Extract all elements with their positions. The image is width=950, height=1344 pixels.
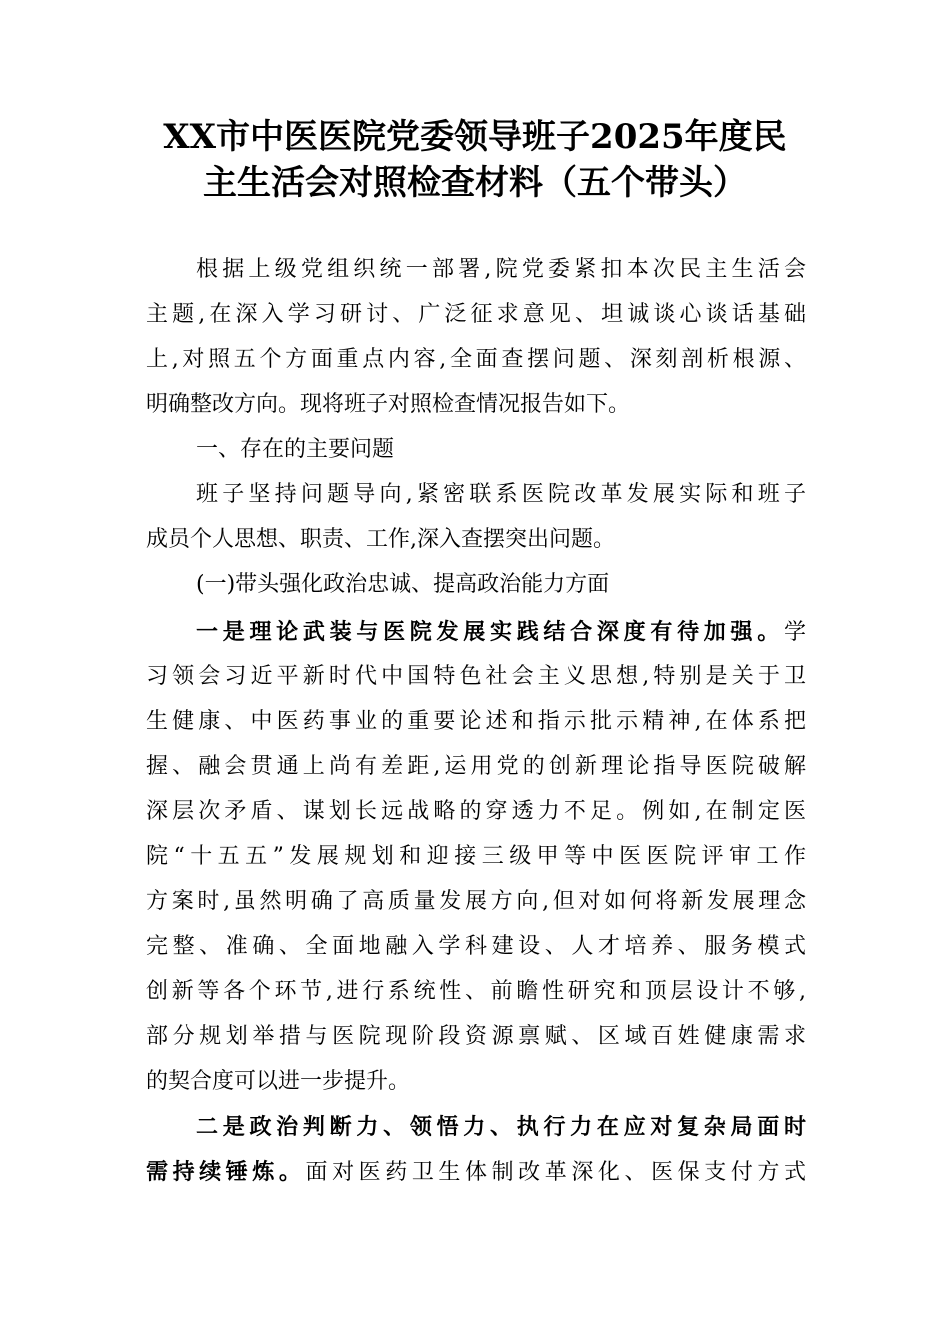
paragraph-line: 创新等各个环节,进行系统性、前瞻性研究和顶层设计不够,: [146, 979, 806, 1004]
point-1-lead-rest: 学: [783, 620, 806, 645]
section-heading: 一、存在的主要问题: [196, 437, 395, 462]
intro-line: 主题,在深入学习研讨、广泛征求意见、坦诚谈心谈话基础: [146, 302, 806, 327]
intro-line: 明确整改方向。现将班子对照检查情况报告如下。: [146, 392, 631, 417]
point-2-lead-rest: 面对医药卫生体制改革深化、医保支付方式: [305, 1160, 806, 1185]
paragraph-line: 握、融会贯通上尚有差距,运用党的创新理论指导医院破解: [146, 754, 806, 779]
point-2-first-line: 二是政治判断力、领悟力、执行力在应对复杂局面时: [196, 1114, 806, 1140]
intro-line: 上,对照五个方面重点内容,全面查摆问题、深刻剖析根源、: [146, 347, 806, 372]
point-2-lead: 需持续锤炼。: [146, 1159, 306, 1185]
paragraph-line: 完整、准确、全面地融入学科建设、人才培养、服务模式: [146, 934, 806, 959]
paragraph-line: 部分规划举措与医院现阶段资源禀赋、区域百姓健康需求: [146, 1024, 806, 1049]
subsection-heading: (一)带头强化政治忠诚、提高政治能力方面: [196, 572, 610, 597]
paragraph-line: 的契合度可以进一步提升。: [146, 1069, 411, 1094]
point-2-second-line: [146, 1156, 806, 1189]
point-1-lead: 一是理论武装与医院发展实践结合深度有待加强。: [196, 619, 784, 645]
document-title-line-2: 主生活会对照检查材料（五个带头）: [203, 163, 747, 203]
section-intro-line: 班子坚持问题导向,紧密联系医院改革发展实际和班子: [196, 482, 806, 507]
intro-line: 根据上级党组织统一部署,院党委紧扣本次民主生活会: [196, 257, 806, 282]
paragraph-line: 院“十五五”发展规划和迎接三级甲等中医医院评审工作: [146, 844, 806, 869]
section-intro-line: 成员个人思想、职责、工作,深入查摆突出问题。: [146, 527, 615, 552]
paragraph-line: 习领会习近平新时代中国特色社会主义思想,特别是关于卫: [146, 664, 806, 689]
paragraph-line: 生健康、中医药事业的重要论述和指示批示精神,在体系把: [146, 709, 806, 734]
point-1-first-line: [196, 616, 806, 649]
document-title-line-1: XX市中医医院党委领导班子2025年度民: [163, 117, 787, 157]
paragraph-line: 方案时,虽然明确了高质量发展方向,但对如何将新发展理念: [146, 889, 806, 914]
paragraph-line: 深层次矛盾、谋划长远战略的穿透力不足。例如,在制定医: [146, 799, 806, 824]
